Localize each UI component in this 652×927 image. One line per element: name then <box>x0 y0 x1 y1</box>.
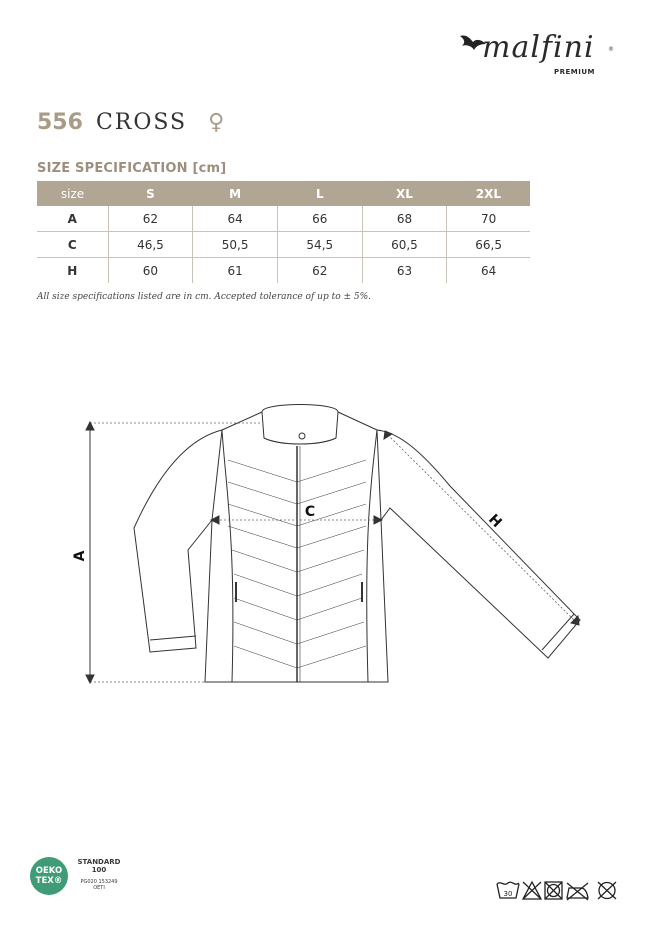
header-size-m: M <box>193 181 278 206</box>
left-sleeve <box>134 430 222 652</box>
table-cell: 60 <box>108 258 193 284</box>
product-name: CROSS <box>95 110 188 135</box>
row-label: H <box>37 258 108 284</box>
female-icon: ♀ <box>208 110 225 135</box>
dim-a-arrow-top <box>86 422 94 430</box>
table-cell: 46,5 <box>108 232 193 258</box>
table-cell: 60,5 <box>362 232 447 258</box>
oeko-code-line1: PG020 153249 <box>80 879 118 885</box>
table-cell: 50,5 <box>193 232 278 258</box>
registered-mark: ® <box>608 46 614 53</box>
product-title <box>37 110 224 135</box>
dim-c-label: C <box>304 504 316 520</box>
wash-temp: 30 <box>503 890 513 898</box>
header-size-l: L <box>277 181 362 206</box>
no-iron-icon <box>567 883 588 900</box>
no-tumble-dry-icon <box>545 882 562 899</box>
oeko-standard-line2: 100 <box>91 866 107 874</box>
table-row <box>37 232 530 258</box>
table-cell: 62 <box>108 206 193 232</box>
table-cell: 64 <box>481 263 497 278</box>
no-dry-clean-icon <box>598 882 616 899</box>
row-label: A <box>37 206 108 232</box>
table-cell: 63 <box>362 258 447 284</box>
row-label: C <box>37 232 108 258</box>
table-row <box>37 206 530 232</box>
table-cell: 66,5 <box>447 232 530 258</box>
header-size-s: S <box>108 181 193 206</box>
oeko-standard-line1: STANDARD <box>77 858 121 866</box>
dim-a-arrow-bottom <box>86 675 94 683</box>
brand-wordmark: malfini <box>482 30 595 65</box>
no-bleach-icon <box>523 882 541 899</box>
oeko-code-line2: OETI <box>93 885 105 891</box>
table-cell: 68 <box>362 206 447 232</box>
wash-30-icon <box>497 882 519 898</box>
dim-h-label: H <box>485 511 505 531</box>
table-row <box>37 258 530 284</box>
size-table <box>37 181 530 283</box>
table-header-row <box>37 181 530 206</box>
table-cell: 62 <box>277 258 362 284</box>
table-cell: 66 <box>277 206 362 232</box>
table-cell: 61 <box>193 258 278 284</box>
product-code: 556 <box>37 110 83 135</box>
header-size-xl: XL <box>362 181 447 206</box>
dim-h-arrow-bottom <box>571 616 579 625</box>
table-cell: 54,5 <box>277 232 362 258</box>
tolerance-note: All size specifications listed are in cm. Accepted tolerance of up to ± 5%. <box>37 292 372 302</box>
oeko-code <box>74 879 124 891</box>
header-size-2xl: 2XL <box>447 181 530 206</box>
table-cell: 64 <box>193 206 278 232</box>
table-cell: 70 <box>447 206 530 232</box>
size-spec-heading: SIZE SPECIFICATION [cm] <box>37 161 227 176</box>
oeko-standard <box>74 858 124 874</box>
header-size-label: size <box>37 181 108 206</box>
right-side-panel <box>367 430 377 682</box>
oeko-tex-logo <box>30 857 68 895</box>
jacket-drawing <box>0 390 652 700</box>
care-symbols <box>495 878 623 902</box>
brand-sub: PREMIUM <box>554 68 596 76</box>
oeko-logo-line2: TEX® <box>35 876 63 886</box>
left-side-panel <box>222 430 233 682</box>
dim-a-label: A <box>72 550 88 562</box>
right-sleeve <box>377 430 580 658</box>
brand-logo <box>458 26 618 82</box>
oeko-tex-badge <box>30 854 130 900</box>
oeko-logo-line1: OEKO <box>35 866 63 876</box>
